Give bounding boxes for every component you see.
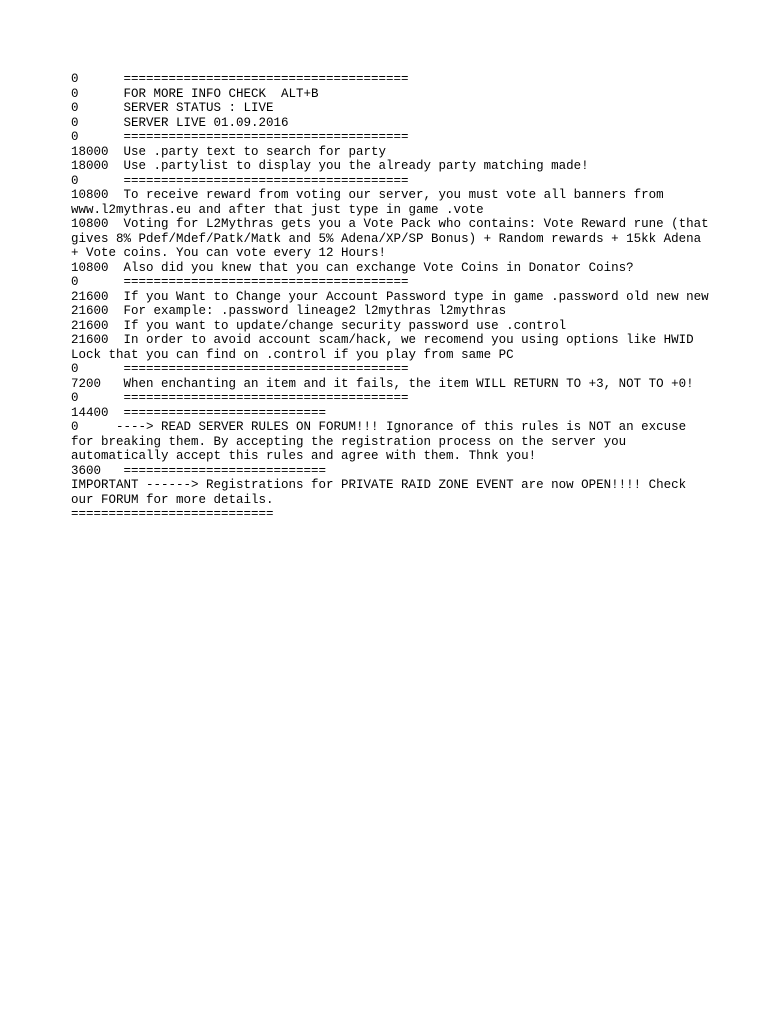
text-line: 0 FOR MORE INFO CHECK ALT+B <box>71 86 319 101</box>
text-line: =========================== <box>71 507 274 521</box>
text-line: 18000 Use .party text to search for party <box>71 144 387 159</box>
text-line: 0 SERVER LIVE 01.09.2016 <box>71 115 289 130</box>
text-line: 0 SERVER STATUS : LIVE <box>71 101 274 115</box>
text-line: 18000 Use .partylist to display you the already party matching made! <box>71 159 589 173</box>
text-line: IMPORTANT ------> Registrations for PRIVATE RAID ZONE EVENT are now OPEN!!!! Check our FORUM for more details. <box>71 478 694 507</box>
text-line: 21600 In order to avoid account scam/hack, we recomend you using options like HWID Lock that you can find on .control if you play from same PC <box>71 333 702 362</box>
text-line: 21600 If you want to update/change security password use .control <box>71 318 567 333</box>
text-line: 0 ====================================== <box>71 391 409 405</box>
text-line: 0 ====================================== <box>71 173 409 188</box>
text-line: 7200 When enchanting an item and it fails, the item WILL RETURN TO +3, NOT TO +0! <box>71 376 694 391</box>
text-line: 0 ====================================== <box>71 275 409 289</box>
text-line: 0 ----> READ SERVER RULES ON FORUM!!! Ignorance of this rules is NOT an excuse for breaking them. By accepting the registration process on the server you automatically accept this rules and agree with them. Thnk you! <box>71 420 694 463</box>
document-page <box>71 72 717 522</box>
text-line: 21600 For example: .password lineage2 l2mythras l2mythras <box>71 304 507 318</box>
text-line: 10800 Also did you knew that you can exchange Vote Coins in Donator Coins? <box>71 260 634 275</box>
text-line: 0 ====================================== <box>71 130 409 144</box>
text-line: 14400 =========================== <box>71 405 327 420</box>
text-line: 21600 If you Want to Change your Account Password type in game .password old new new <box>71 289 709 304</box>
text-line: 10800 To receive reward from voting our server, you must vote all banners from www.l2mythras.eu and after that just type in game .vote <box>71 188 672 217</box>
text-line: 0 ====================================== <box>71 362 409 376</box>
text-line: 0 ====================================== <box>71 72 409 86</box>
text-line: 10800 Voting for L2Mythras gets you a Vote Pack who contains: Vote Reward rune (that gives 8% Pdef/Mdef/Patk/Matk and 5% Adena/XP/SP Bonus) + Random rewards + 15kk Adena + Vote coins. You can vote every 12 Hours! <box>71 217 717 260</box>
text-line: 3600 =========================== <box>71 463 327 478</box>
